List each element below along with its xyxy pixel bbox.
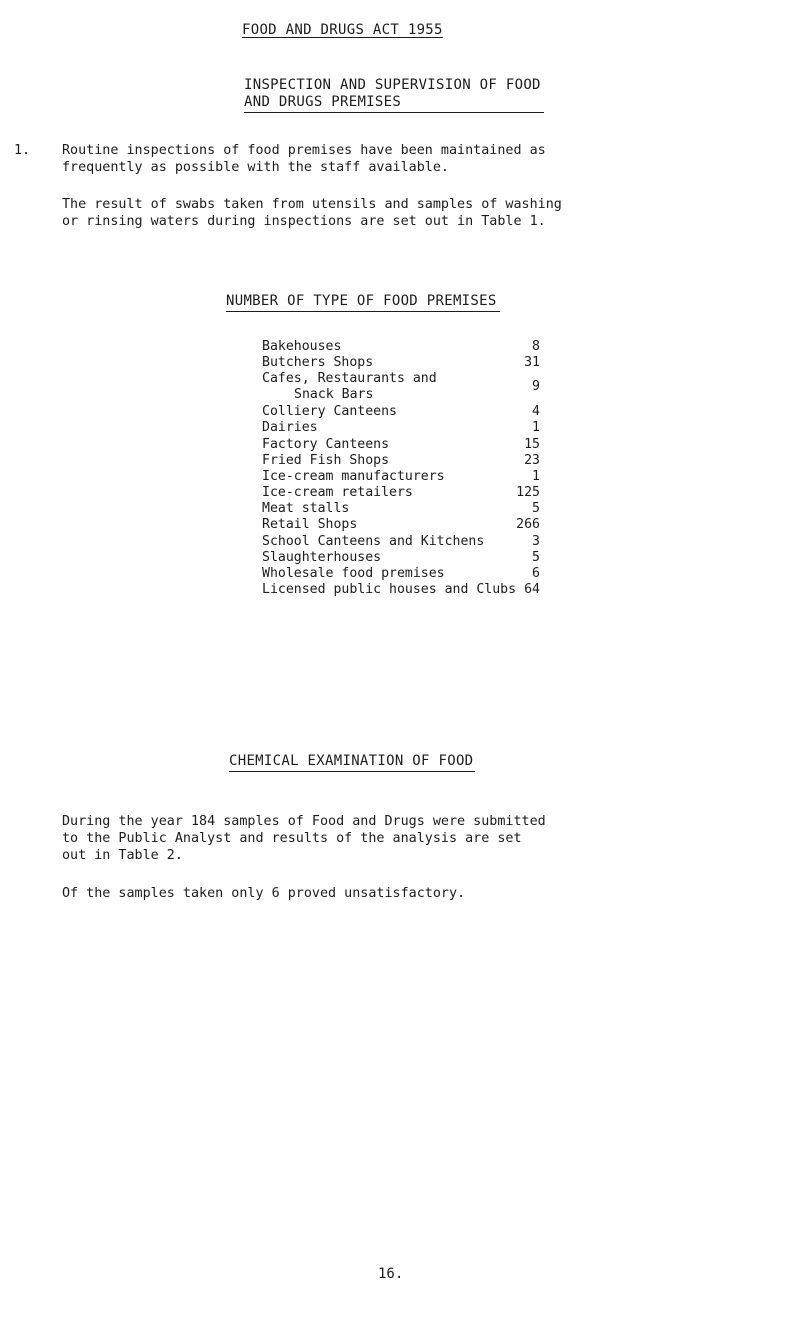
- row-value: 6: [532, 566, 540, 581]
- row-value: 8: [532, 339, 540, 354]
- row-value: 5: [532, 501, 540, 516]
- table-row: [262, 566, 540, 582]
- row-label: Meat stalls: [262, 501, 350, 516]
- row-label: Colliery Canteens: [262, 404, 397, 419]
- row-value: 1: [532, 469, 540, 484]
- table-row: [262, 371, 540, 403]
- row-value: 23: [524, 453, 540, 468]
- table-row: [262, 485, 540, 501]
- row-value: 125: [516, 485, 540, 500]
- inspection-heading-line2: AND DRUGS PREMISES: [244, 94, 402, 110]
- row-value: 1: [532, 420, 540, 435]
- row-label: School Canteens and Kitchens: [262, 534, 485, 549]
- row-label: Wholesale food premises: [262, 566, 445, 581]
- inspection-para2-line1: The result of swabs taken from utensils and samples of washing: [62, 197, 562, 212]
- table-row: [262, 469, 540, 485]
- table-row: [262, 355, 540, 371]
- row-value: 9: [532, 379, 540, 394]
- table-row: [262, 420, 540, 436]
- inspection-heading-underline: [244, 112, 544, 113]
- table-row: [262, 550, 540, 566]
- row-label-continued: Snack Bars: [294, 387, 374, 402]
- chemical-para1-line2: to the Public Analyst and results of the analysis are set: [62, 831, 522, 846]
- inspection-para2-line2: or rinsing waters during inspections are set out in Table 1.: [62, 214, 546, 229]
- inspection-heading-line1: INSPECTION AND SUPERVISION OF FOOD: [244, 77, 541, 93]
- chemical-para2: Of the samples taken only 6 proved unsatisfactory.: [62, 886, 466, 901]
- row-label: Ice-cream manufacturers: [262, 469, 445, 484]
- row-value: 4: [532, 404, 540, 419]
- row-label: Butchers Shops: [262, 355, 374, 370]
- chemical-heading: CHEMICAL EXAMINATION OF FOOD: [229, 753, 474, 769]
- page-number: 16.: [378, 1266, 404, 1282]
- row-label: Retail Shops: [262, 517, 358, 532]
- row-value: 266: [516, 517, 540, 532]
- item-number: 1.: [14, 143, 31, 158]
- chemical-para1-line3: out in Table 2.: [62, 848, 183, 863]
- row-label: Cafes, Restaurants and: [262, 371, 437, 386]
- row-label: Ice-cream retailers: [262, 485, 413, 500]
- inspection-para1-line2: frequently as possible with the staff available.: [62, 160, 449, 175]
- row-label: Fried Fish Shops: [262, 453, 390, 468]
- row-value: 15: [524, 437, 540, 452]
- row-label: Factory Canteens: [262, 437, 390, 452]
- row-value: 3: [532, 534, 540, 549]
- table-row: [262, 534, 540, 550]
- act-title: FOOD AND DRUGS ACT 1955: [242, 22, 443, 38]
- row-label: Bakehouses: [262, 339, 342, 354]
- chemical-para1-line1: During the year 184 samples of Food and Drugs were submitted: [62, 814, 546, 829]
- table-row: [262, 437, 540, 453]
- chemical-heading-underline: [229, 771, 475, 772]
- premises-table-title: NUMBER OF TYPE OF FOOD PREMISES: [226, 293, 497, 309]
- inspection-para1-line1: Routine inspections of food premises have been maintained as: [62, 143, 546, 158]
- row-label: Slaughterhouses: [262, 550, 382, 565]
- row-value: 64: [524, 582, 540, 597]
- row-value: 5: [532, 550, 540, 565]
- table-row: [262, 339, 540, 355]
- table-row: [262, 517, 540, 533]
- row-value: 31: [524, 355, 540, 370]
- table-row: [262, 582, 540, 598]
- row-label: Dairies: [262, 420, 318, 435]
- table-row: [262, 501, 540, 517]
- premises-table-title-underline: [226, 311, 500, 312]
- table-row: [262, 453, 540, 469]
- row-label: Licensed public houses and Clubs: [262, 582, 517, 597]
- table-row: [262, 404, 540, 420]
